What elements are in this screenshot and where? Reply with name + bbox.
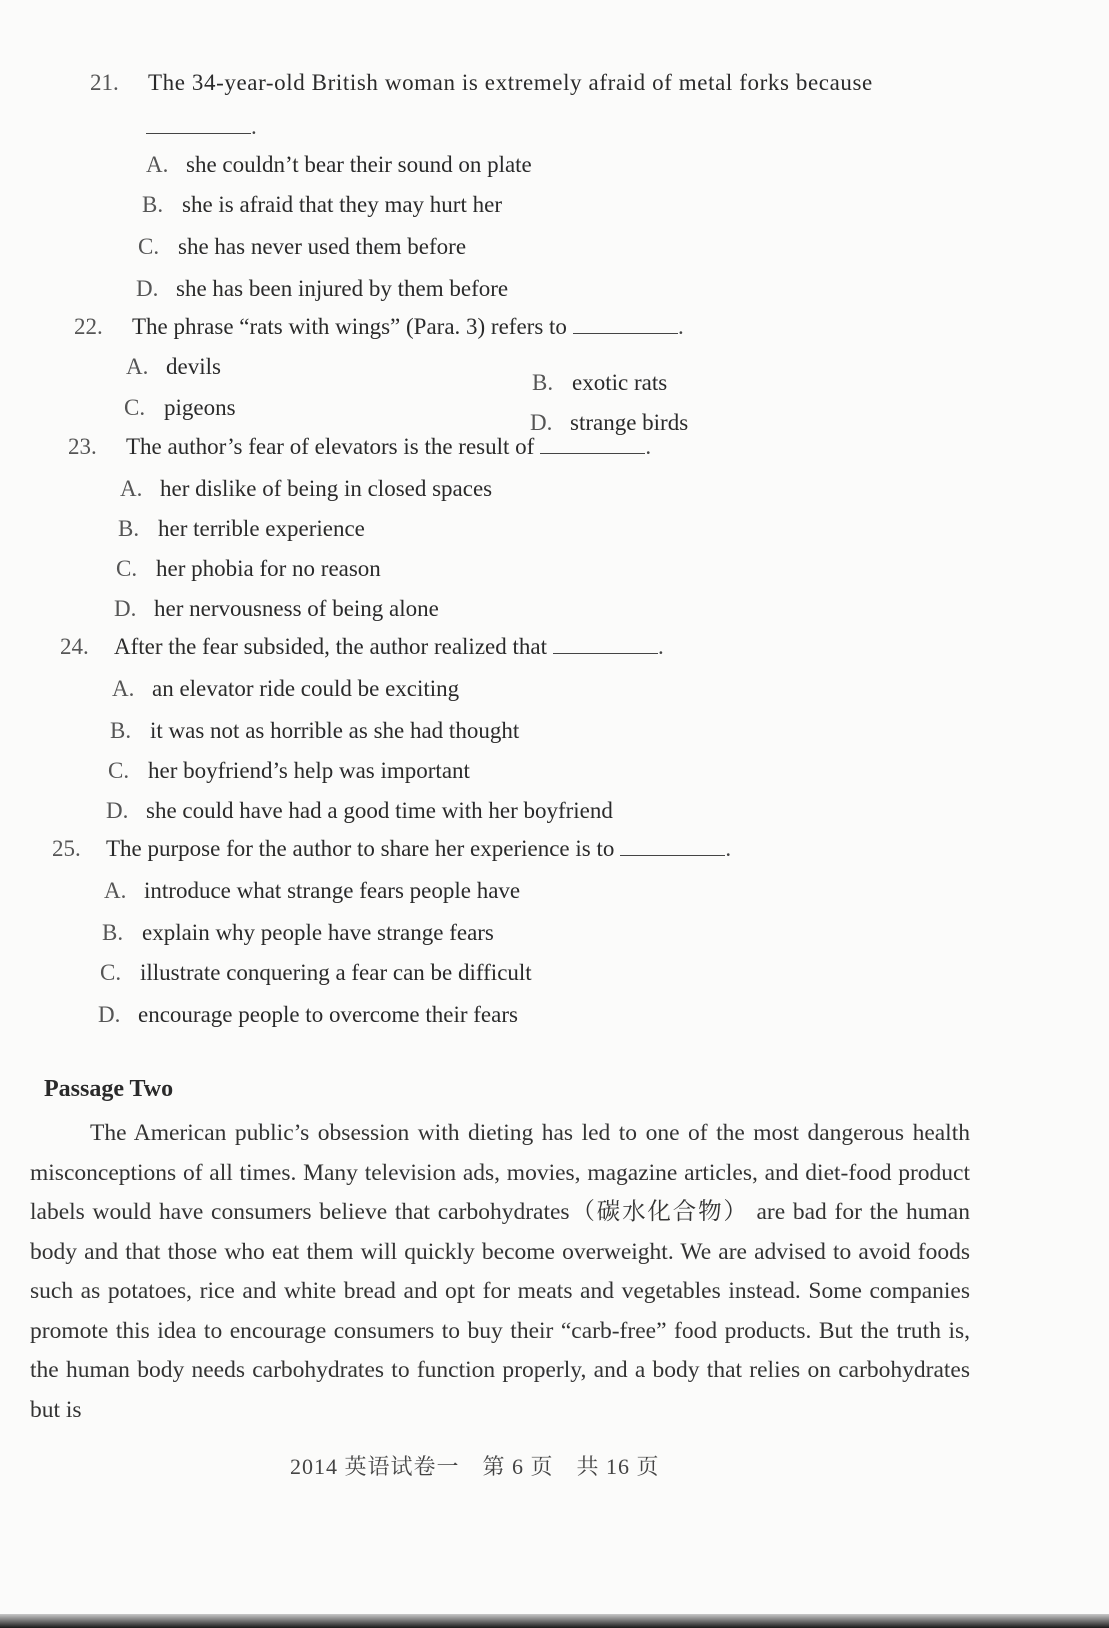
scan-edge — [0, 1614, 1109, 1628]
question-22: 22. The phrase “rats with wings” (Para. 3) refers to . — [74, 312, 684, 342]
option-23-a[interactable] — [120, 474, 492, 504]
option-letter: C. — [108, 758, 130, 783]
question-number: 22. — [74, 314, 103, 339]
question-text: The 34-year-old British woman is extremely afraid of metal forks because — [148, 70, 873, 95]
option-text: introduce what strange fears people have — [144, 878, 521, 903]
option-letter: C. — [138, 234, 160, 259]
option-letter: A. — [146, 152, 169, 177]
passage-body — [30, 1114, 970, 1430]
option-letter: D. — [136, 276, 159, 301]
option-letter: B. — [118, 516, 140, 541]
option-letter: A. — [104, 878, 127, 903]
page-footer: 2014 英语试卷一 第 6 页 共 16 页 — [290, 1454, 660, 1479]
option-letter: A. — [126, 354, 149, 379]
option-25-c[interactable] — [100, 958, 532, 988]
question-text: The phrase “rats with wings” (Para. 3) refers to — [132, 314, 567, 339]
option-letter: B. — [110, 718, 132, 743]
option-22-c[interactable] — [124, 393, 236, 423]
option-21-a[interactable] — [146, 150, 532, 180]
option-23-d[interactable] — [114, 594, 439, 624]
option-24-d[interactable] — [106, 796, 613, 826]
option-text: exotic rats — [572, 370, 668, 395]
option-letter: C. — [124, 395, 146, 420]
option-23-c[interactable] — [116, 554, 381, 584]
question-text: After the fear subsided, the author realized that — [114, 634, 547, 659]
option-text: pigeons — [164, 395, 236, 420]
option-23-b[interactable] — [118, 514, 365, 544]
option-text: she could have had a good time with her boyfriend — [146, 798, 613, 823]
option-25-d[interactable] — [98, 1000, 518, 1030]
option-letter: A. — [112, 676, 135, 701]
option-text: her nervousness of being alone — [154, 596, 439, 621]
option-text: her phobia for no reason — [156, 556, 381, 581]
option-text: devils — [166, 354, 221, 379]
question-25: 25. The purpose for the author to share her experience is to . — [52, 834, 731, 864]
question-23: 23. The author’s fear of elevators is the result of . — [68, 432, 651, 462]
question-21 — [90, 68, 873, 98]
option-text: her dislike of being in closed spaces — [160, 476, 493, 501]
option-21-d[interactable] — [136, 274, 508, 304]
option-text: strange birds — [570, 410, 689, 435]
option-letter: B. — [532, 370, 554, 395]
option-letter: C. — [116, 556, 138, 581]
question-24: 24. After the fear subsided, the author realized that . — [60, 632, 664, 662]
answer-blank-21: . — [146, 112, 257, 142]
option-text: she couldn’t bear their sound on plate — [186, 152, 532, 177]
option-25-b[interactable] — [102, 918, 494, 948]
option-24-c[interactable] — [108, 756, 470, 786]
option-text: illustrate conquering a fear can be difficult — [140, 960, 532, 985]
option-text: she has been injured by them before — [176, 276, 509, 301]
option-letter: B. — [102, 920, 124, 945]
question-number: 25. — [52, 836, 81, 861]
option-letter: B. — [142, 192, 164, 217]
question-number: 23. — [68, 434, 97, 459]
question-number: 21. — [90, 70, 119, 95]
option-22-a[interactable] — [126, 352, 221, 382]
option-25-a[interactable] — [104, 876, 520, 906]
question-text: The purpose for the author to share her experience is to — [106, 836, 615, 861]
question-text: The author’s fear of elevators is the result of — [126, 434, 535, 459]
option-letter: D. — [530, 410, 553, 435]
option-text: her terrible experience — [158, 516, 365, 541]
option-21-c[interactable] — [138, 232, 466, 262]
option-text: an elevator ride could be exciting — [152, 676, 460, 701]
option-letter: D. — [114, 596, 137, 621]
option-text: explain why people have strange fears — [142, 920, 494, 945]
question-number: 24. — [60, 634, 89, 659]
option-text: encourage people to overcome their fears — [138, 1002, 518, 1027]
option-text: it was not as horrible as she had thought — [150, 718, 520, 743]
passage-title: Passage Two — [44, 1076, 174, 1102]
option-24-b[interactable] — [110, 716, 519, 746]
option-letter: A. — [120, 476, 143, 501]
option-24-a[interactable] — [112, 674, 459, 704]
option-letter: D. — [106, 798, 129, 823]
option-21-b[interactable] — [142, 190, 502, 220]
option-letter: C. — [100, 960, 122, 985]
option-text: her boyfriend’s help was important — [148, 758, 470, 783]
option-text: she is afraid that they may hurt her — [182, 192, 502, 217]
option-22-b[interactable] — [532, 368, 667, 398]
option-letter: D. — [98, 1002, 121, 1027]
option-text: she has never used them before — [178, 234, 467, 259]
passage-paragraph: The American public’s obsession with dieting has led to one of the most dangerous health misconceptions of all times. Many television ads, movies, magazine articles, and diet-food product labels would have consumers believe that carbohydrates（碳水化合物） are bad for the human body and that those who eat them will quickly become overweight. We are advised to avoid foods such as potatoes, rice and white bread and opt for meats and vegetables instead. Some companies promote this idea to encourage consumers to buy their “carb-free” food products. But the truth is, the human body needs carbohydrates to function properly, and a body that relies on carbohydrates but is — [30, 1120, 970, 1423]
